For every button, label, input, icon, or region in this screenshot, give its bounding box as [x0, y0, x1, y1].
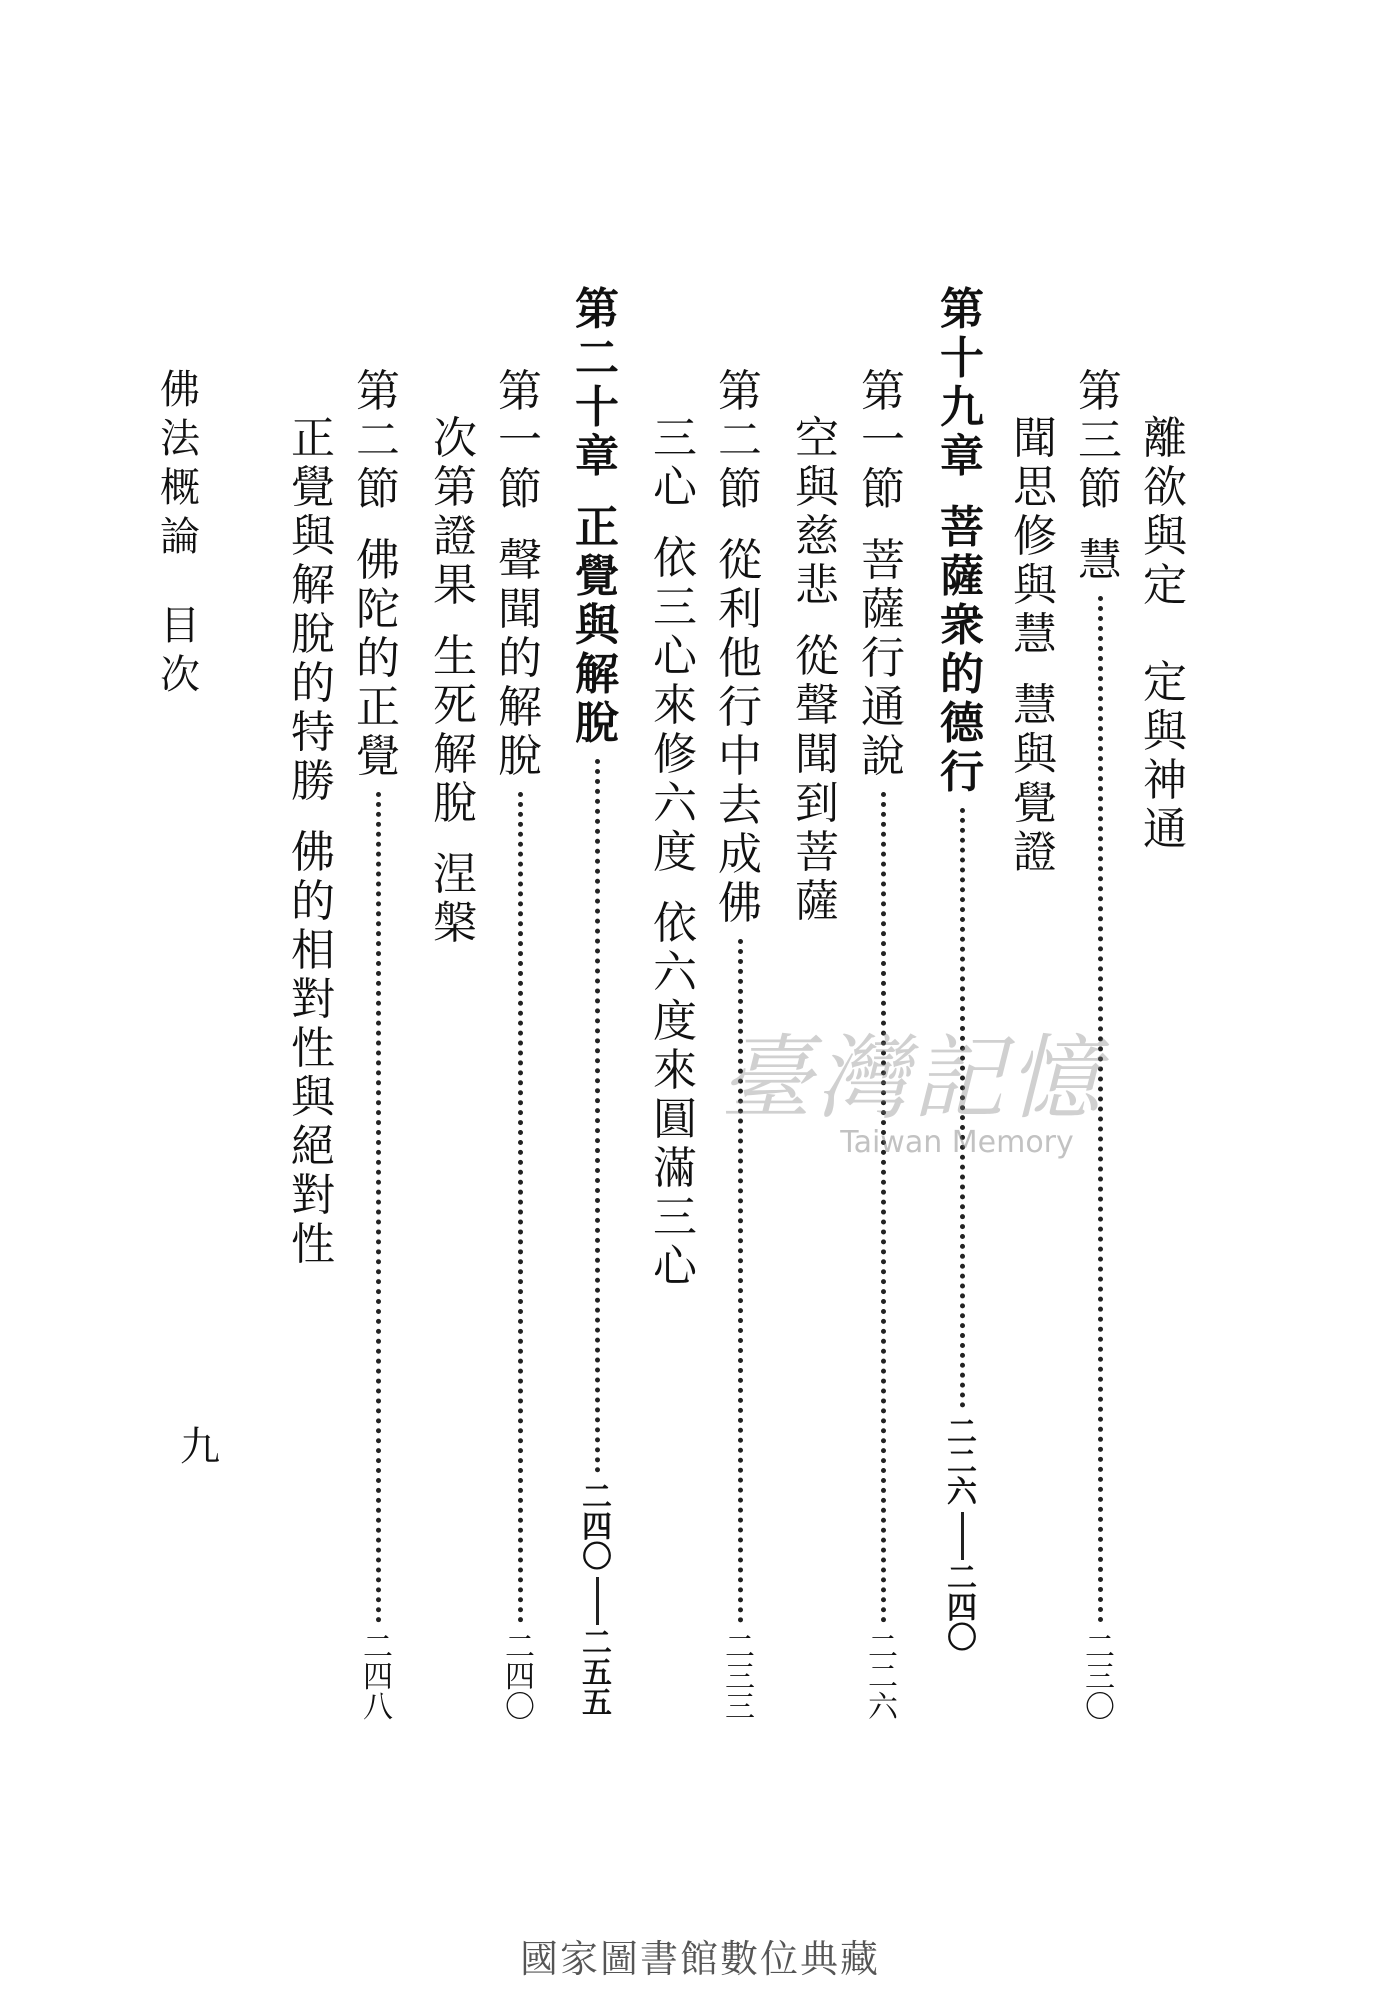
- footer-caption: 國家圖書館數位典藏: [519, 1937, 880, 1981]
- entry-sub3: 涅 槃: [433, 849, 477, 949]
- entry-label: 第 一 節: [498, 366, 542, 515]
- entry-title: 菩 薩 行 通 說: [861, 535, 905, 782]
- watermark: [720, 1005, 1104, 1160]
- toc-entry: [353, 366, 403, 1725]
- entry-label: 第 二 節: [718, 366, 762, 515]
- toc-entry: [430, 413, 480, 951]
- entry-label: 次 第 證 果: [433, 413, 477, 611]
- leader-dots: [595, 759, 600, 1473]
- toc-entry: [1010, 413, 1060, 880]
- entry-label: 第 二 十 章: [575, 284, 619, 482]
- entry-label: 聞 思 修 與 慧: [1013, 413, 1057, 660]
- toc-entry: [572, 284, 622, 1721]
- page-number: 九: [180, 1424, 220, 1470]
- watermark-chinese: 臺灣記憶: [720, 1025, 1105, 1132]
- page-ref: 二 五 五: [582, 1626, 612, 1721]
- leader-dots: [376, 792, 381, 1623]
- page-ref: 二 四 〇: [505, 1630, 535, 1725]
- leader-dots: [518, 792, 523, 1623]
- running-head: [155, 367, 205, 704]
- range-dash: [596, 1577, 599, 1625]
- entry-title: 佛 陀 的 正 覺: [356, 535, 400, 782]
- toc-entry: [1140, 657, 1190, 857]
- entry-title: 菩 薩 衆 的 德 行: [940, 502, 984, 798]
- entry-label: 空 與 慈 悲: [795, 413, 839, 611]
- page-ref: 二 三 三: [725, 1630, 755, 1725]
- entry-sub2: 生 死 解 脫: [433, 631, 477, 829]
- entry-label: 三 心: [653, 413, 697, 513]
- toc-entry: [650, 413, 700, 1294]
- entry-sub2: 依 三 心 來 修 六 度: [653, 533, 697, 878]
- range-dash: [961, 1512, 964, 1560]
- entry-title: 慧: [1078, 535, 1122, 586]
- entry-title: 聲 聞 的 解 脫: [498, 535, 542, 782]
- page-ref: 二 二 六: [868, 1630, 898, 1725]
- section-label: 目 次: [160, 603, 200, 698]
- entry-sub3: 依 六 度 來 圓 滿 三 心: [653, 898, 697, 1292]
- entry-label: 第 一 節: [861, 366, 905, 515]
- page-ref: 二 四 〇: [947, 1561, 977, 1656]
- book-title: 佛 法 概 論: [160, 367, 200, 560]
- toc-entry: [495, 366, 545, 1725]
- entry-label: 第 十 九 章: [940, 284, 984, 482]
- entry-label: 離 欲 與 定: [1143, 413, 1187, 611]
- entry-label: 定 與 神 通: [1143, 657, 1187, 855]
- watermark-english: Taiwan Memory: [840, 1125, 1074, 1160]
- leader-dots: [881, 792, 886, 1623]
- entry-label: 正 覺 與 解 脫 的 特 勝: [291, 413, 335, 807]
- entry-title: 正 覺 與 解 脫: [575, 502, 619, 749]
- page-ref: 二 三 〇: [1085, 1630, 1115, 1725]
- page-ref: 二 四 八: [363, 1630, 393, 1725]
- entry-sub2: 佛 的 相 對 性 與 絕 對 性: [291, 827, 335, 1270]
- page-ref: 二 二 六: [947, 1415, 977, 1510]
- entry-label: 第 二 節: [356, 366, 400, 515]
- entry-title: 從 利 他 行 中 去 成 佛: [718, 535, 762, 929]
- entry-sub2: 慧 與 覺 證: [1013, 680, 1057, 878]
- toc-entry: [288, 413, 338, 1272]
- toc-entry: [937, 284, 987, 1656]
- entry-label: 第 三 節: [1078, 366, 1122, 515]
- toc-entry: [792, 413, 842, 929]
- page-ref: 二 四 〇: [582, 1480, 612, 1575]
- toc-entry: [1140, 413, 1190, 613]
- entry-sub2: 從 聲 聞 到 菩 薩: [795, 631, 839, 927]
